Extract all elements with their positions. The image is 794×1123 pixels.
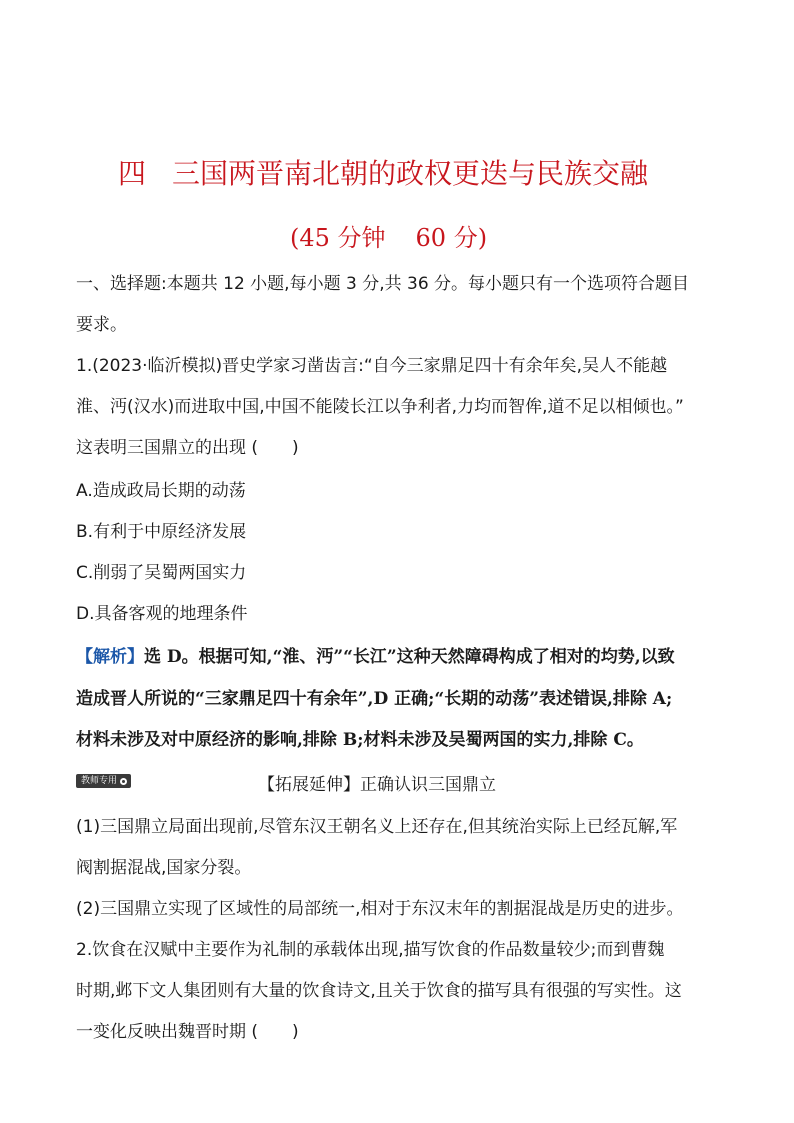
analysis-text-1: 选 D。根据可知,“淮、沔”“长江”这种天然障碍构成了相对的均势,以致 [144,647,675,667]
badge-label: 教师专用 [81,776,118,786]
q1-stem-line-3 [76,436,299,460]
chapter-title [118,152,718,192]
q1-stem-line-1: 1.(2023·临沂模拟)晋史学家习凿齿言:“自今三家鼎足四十有余年矣,吴人不能越 [76,356,668,376]
q1-analysis-line-3: 材料未涉及对中原经济的影响,排除 B;材料未涉及吴蜀两国的实力,排除 C。 [76,730,644,750]
badge-circle-icon [120,778,127,785]
q1-analysis-line-1 [76,645,675,669]
q1-stem-line-2: 淮、沔(汉水)而进取中国,中国不能陵长江以争利者,力均而智侔,道不足以相倾也。” [76,397,684,417]
analysis-tag: 【解析】 [76,647,144,667]
q1-option-c: C.削弱了吴蜀两国实力 [76,563,247,583]
time-score [290,218,487,253]
section-number: 四 [118,157,147,190]
extension-p1-line-2: 阀割据混战,国家分裂。 [76,858,252,878]
total-score: 60 分) [415,224,488,252]
q2-stem-line-1: 2.饮食在汉赋中主要作为礼制的承载体出现,描写饮食的作品数量较少;而到曹魏 [76,940,665,960]
q2-stem-line-2: 时期,邺下文人集团则有大量的饮食诗文,且关于饮食的描写具有很强的写实性。这 [76,981,682,1001]
q2-stem-text: 一变化反映出魏晋时期 [76,1022,246,1042]
time-limit: (45 分钟 [290,224,386,252]
q1-answer-blank: ( ) [251,438,299,458]
instructions-line-2: 要求。 [76,315,127,335]
instructions-line-1: 一、选择题:本题共 12 小题,每小题 3 分,共 36 分。每小题只有一个选项符合题目 [76,274,690,294]
q2-answer-blank: ( ) [251,1022,299,1042]
q1-option-d: D.具备客观的地理条件 [76,604,248,624]
title-text: 三国两晋南北朝的政权更迭与民族交融 [172,157,649,190]
q2-stem-line-3 [76,1020,299,1044]
extension-p2: (2)三国鼎立实现了区域性的局部统一,相对于东汉末年的割据混战是历史的进步。 [76,899,684,919]
extension-title: 【拓展延伸】正确认识三国鼎立 [258,775,496,795]
q1-option-a: A.造成政局长期的动荡 [76,481,246,501]
extension-p1-line-1: (1)三国鼎立局面出现前,尽管东汉王朝名义上还存在,但其统治实际上已经瓦解,军 [76,817,678,837]
q1-analysis-line-2: 造成晋人所说的“三家鼎足四十有余年”,D 正确;“长期的动荡”表述错误,排除 A; [76,689,673,709]
q1-stem-text: 这表明三国鼎立的出现 [76,438,246,458]
q1-option-b: B.有利于中原经济发展 [76,522,247,542]
teacher-only-badge [76,774,131,788]
